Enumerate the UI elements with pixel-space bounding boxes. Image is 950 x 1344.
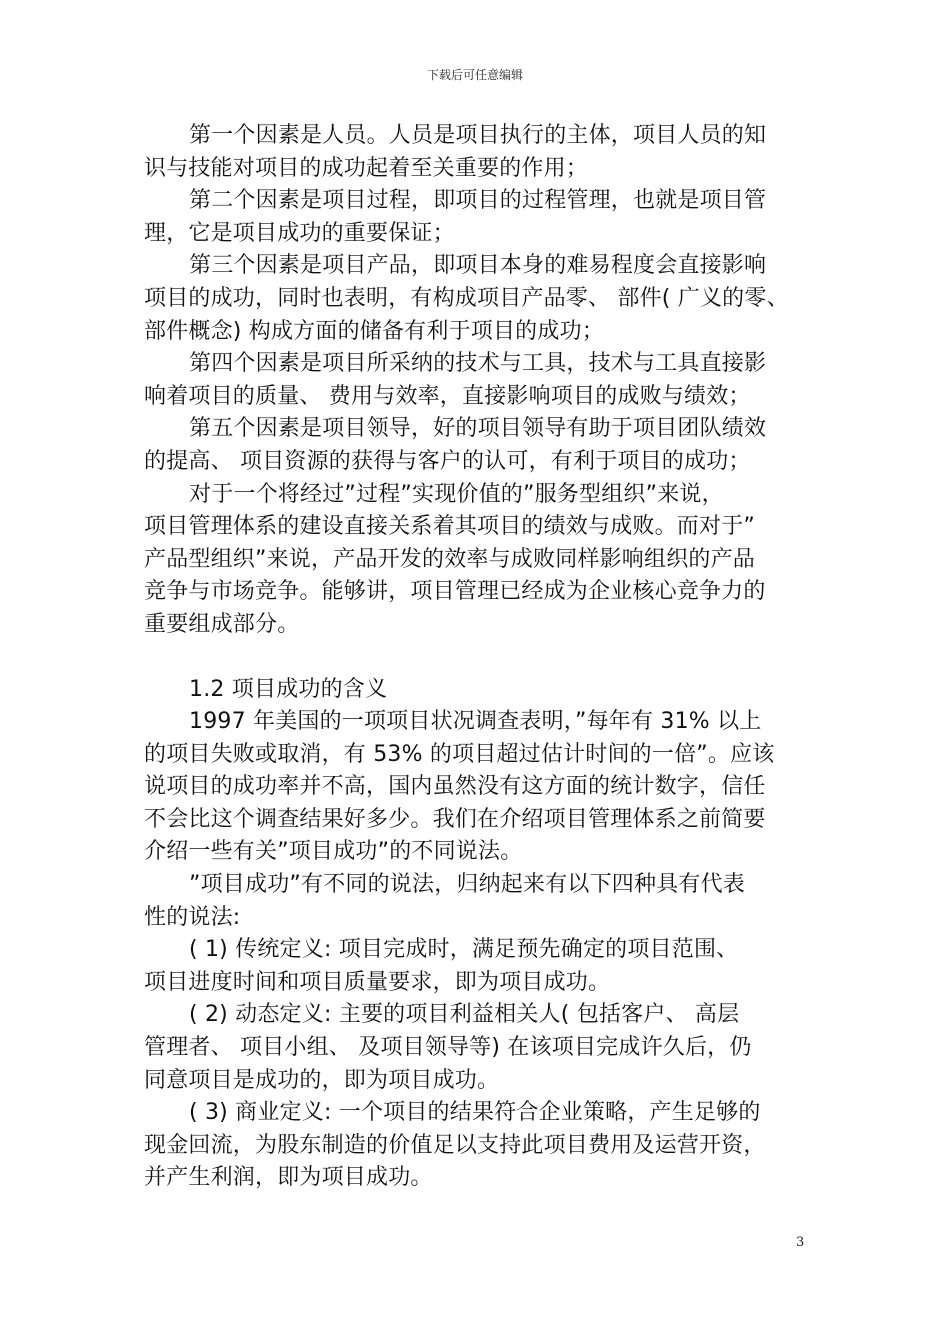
text-line: 第五个因素是项目领导，好的项目领导有助于项目团队绩效 — [189, 416, 767, 442]
text-line: 响着项目的质量、 费用与效率，直接影响项目的成败与绩效； — [144, 383, 751, 409]
text-line: 同意项目是成功的，即为项目成功。 — [144, 1067, 500, 1093]
text-line: 1997 年美国的一项项目状况调查表明，”每年有 31% 以上 — [189, 709, 762, 735]
text-line: 竞争与市场竞争。能够讲，项目管理已经成为企业核心竞争力的 — [144, 579, 766, 605]
text-line: 第二个因素是项目过程，即项目的过程管理，也就是项目管 — [189, 188, 767, 214]
text-line: 部件概念) 构成方面的储备有利于项目的成功； — [144, 318, 604, 344]
text-line: 项目的成功，同时也表明，有构成项目产品零、 部件( 广义的零、 — [144, 285, 789, 311]
text-line: ( 3) 商业定义: 一个项目的结果符合企业策略，产生足够的 — [189, 1100, 761, 1126]
page-number: 3 — [796, 1235, 805, 1250]
text-line: 第四个因素是项目所采纳的技术与工具，技术与工具直接影 — [189, 351, 767, 377]
text-line: ”项目成功”有不同的说法，归纳起来有以下四种具有代表 — [189, 872, 745, 898]
text-line: 的项目失败或取消，有 53% 的项目超过估计时间的一倍”。应该 — [144, 741, 775, 767]
text-line: 管理者、 项目小组、 及项目领导等) 在该项目完成许久后，仍 — [144, 1035, 752, 1061]
text-line: 不会比这个调查结果好多少。我们在介绍项目管理体系之前简要 — [144, 806, 766, 832]
text-line: 并产生利润，即为项目成功。 — [144, 1165, 433, 1191]
text-line: 性的说法: — [144, 904, 241, 930]
document-body — [144, 120, 814, 1195]
text-line: 识与技能对项目的成功起着至关重要的作用； — [144, 155, 589, 181]
text-line: 第一个因素是人员。人员是项目执行的主体，项目人员的知 — [189, 123, 767, 148]
text-line: ( 1) 传统定义: 项目完成时，满足预先确定的项目范围、 — [189, 937, 739, 963]
text-line: 理，它是项目成功的重要保证； — [144, 220, 455, 246]
text-line: 现金回流，为股东制造的价值足以支持此项目费用及运营开资， — [144, 1132, 766, 1158]
text-line: 介绍一些有关”项目成功”的不同说法。 — [144, 839, 523, 865]
text-line: 项目进度时间和项目质量要求，即为项目成功。 — [144, 969, 611, 995]
text-line: 对于一个将经过”过程”实现价值的”服务型组织”来说， — [189, 481, 724, 507]
text-line: 说项目的成功率并不高，国内虽然没有这方面的统计数字，信任 — [144, 774, 766, 800]
section-heading: 1.2 项目成功的含义 — [189, 676, 388, 702]
text-line: ( 2) 动态定义: 主要的项目利益相关人( 包括客户、 高层 — [189, 1002, 740, 1028]
header-note: 下载后可任意编辑 — [426, 68, 523, 82]
text-line: 重要组成部分。 — [144, 611, 300, 637]
text-line: 的提高、 项目资源的获得与客户的认可，有利于项目的成功； — [144, 448, 751, 474]
text-line: 第三个因素是项目产品，即项目本身的难易程度会直接影响 — [189, 253, 767, 279]
text-line: 项目管理体系的建设直接关系着其项目的绩效与成败。而对于” — [144, 514, 755, 540]
text-line: 产品型组织”来说，产品开发的效率与成败同样影响组织的产品 — [144, 546, 755, 572]
